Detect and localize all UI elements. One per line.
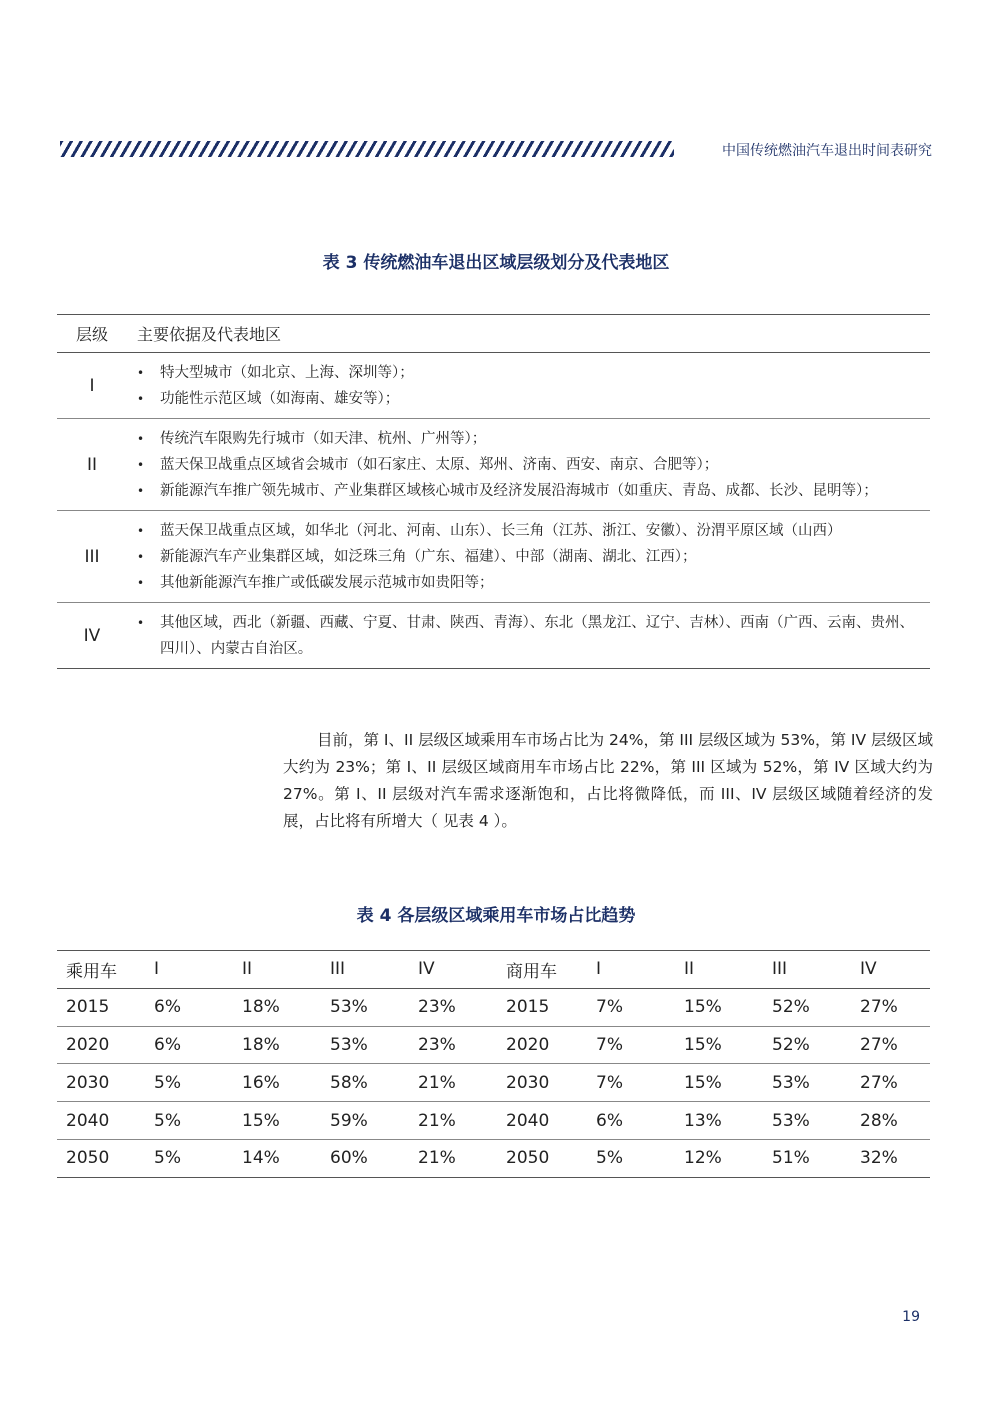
table4-cell: 2030 xyxy=(57,1064,145,1102)
table4-cell: 18% xyxy=(233,1026,321,1064)
tier-item xyxy=(135,478,922,504)
table4-cell: 2050 xyxy=(497,1139,587,1177)
bullet-icon: • xyxy=(137,484,145,498)
table3-caption: 表 3 传统燃油车退出区域层级划分及代表地区 xyxy=(322,253,670,273)
tier-item xyxy=(135,452,922,478)
table3-row xyxy=(57,603,930,668)
bullet-icon: • xyxy=(137,524,145,538)
table3-header-row xyxy=(57,315,930,353)
table4-cell: 16% xyxy=(233,1064,321,1102)
table4-cell: 15% xyxy=(675,1064,763,1102)
header-stripe-decoration xyxy=(60,141,674,157)
table4-cell: 5% xyxy=(145,1064,233,1102)
market-share-table xyxy=(57,950,930,1178)
table4-cell: 2015 xyxy=(497,988,587,1026)
table4-cell: 12% xyxy=(675,1139,763,1177)
table4-cell: 6% xyxy=(587,1102,675,1140)
table4-cell: 14% xyxy=(233,1139,321,1177)
table4-cell: 53% xyxy=(763,1064,851,1102)
table4-cell: 58% xyxy=(321,1064,409,1102)
table4-header-cell: I xyxy=(587,951,675,989)
table4-cell: 52% xyxy=(763,988,851,1026)
table4-body xyxy=(57,988,930,1177)
table4-cell: 53% xyxy=(321,988,409,1026)
bullet-icon: • xyxy=(137,550,145,564)
table4-cell: 7% xyxy=(587,1026,675,1064)
bullet-icon: • xyxy=(137,392,145,406)
tier-item-text: 功能性示范区域（如海南、雄安等）； xyxy=(160,391,400,407)
table4-header-cell: IV xyxy=(409,951,497,989)
tier-item xyxy=(135,518,922,544)
table4-header-cell: 乘用车 xyxy=(57,951,145,989)
tier-item xyxy=(135,570,922,596)
table4-cell: 53% xyxy=(763,1102,851,1140)
table4-cell: 6% xyxy=(145,988,233,1026)
table4-header-cell: II xyxy=(233,951,321,989)
table4-cell: 18% xyxy=(233,988,321,1026)
table4-cell: 28% xyxy=(851,1102,930,1140)
tier-items xyxy=(127,419,930,510)
tier-item-text: 其他区域，西北（新疆、西藏、宁夏、甘肃、陕西、青海）、东北（黑龙江、辽宁、吉林）、西南（广西、云南、贵州、四川）、内蒙古自治区。 xyxy=(160,615,914,657)
body-paragraph: 目前，第 I、II 层级区域乘用车市场占比为 24%，第 III 层级区域为 53%，第 IV 层级区域大约为 23%；第 I、II 层级区域商用车市场占比 22%，第 III 区域为 52%，第 IV 区域大约为 27%。第 I、II 层级对汽车需求逐渐饱和，占比将微降低，而 III、IV 层级区域随着经济的发展，占比将有所增大（ 见表 4 ）。 xyxy=(283,731,933,830)
table4-cell: 2030 xyxy=(497,1064,587,1102)
table4-cell: 5% xyxy=(145,1102,233,1140)
tier-items xyxy=(127,603,930,668)
tier-item xyxy=(135,610,922,662)
tier-item-text: 特大型城市（如北京、上海、深圳等）； xyxy=(160,365,414,381)
table4-cell: 5% xyxy=(145,1139,233,1177)
table4-header-cell: IV xyxy=(851,951,930,989)
table4-header-cell: III xyxy=(321,951,409,989)
region-tier-table xyxy=(57,314,930,669)
table4-cell: 15% xyxy=(233,1102,321,1140)
table4-header-cell: I xyxy=(145,951,233,989)
table4-caption: 表 4 各层级区域乘用车市场占比趋势 xyxy=(356,906,636,926)
tier-item xyxy=(135,544,922,570)
table4-cell: 5% xyxy=(587,1139,675,1177)
table4-cell: 21% xyxy=(409,1102,497,1140)
tier-item-text: 蓝天保卫战重点区域省会城市（如石家庄、太原、郑州、济南、西安、南京、合肥等）； xyxy=(160,457,719,473)
table4-row xyxy=(57,1026,930,1064)
tier-level: III xyxy=(84,546,100,567)
table3-row xyxy=(57,353,930,419)
table4-cell: 52% xyxy=(763,1026,851,1064)
page-number: 19 xyxy=(902,1309,920,1325)
table4-row xyxy=(57,1102,930,1140)
tier-item xyxy=(135,360,922,386)
table4-cell: 59% xyxy=(321,1102,409,1140)
tier-level: IV xyxy=(83,625,101,646)
running-header-title: 中国传统燃油汽车退出时间表研究 xyxy=(722,143,932,159)
tier-items xyxy=(127,353,930,418)
table4-cell: 53% xyxy=(321,1026,409,1064)
table4-cell: 21% xyxy=(409,1064,497,1102)
table3-header-basis: 主要依据及代表地区 xyxy=(137,325,282,344)
table3-header-level: 层级 xyxy=(75,325,108,344)
bullet-icon: • xyxy=(137,366,145,380)
table3-row xyxy=(57,419,930,511)
tier-item-text: 新能源汽车产业集群区域，如泛珠三角（广东、福建）、中部（湖南、湖北、江西）； xyxy=(160,549,697,565)
table4-cell: 23% xyxy=(409,1026,497,1064)
table4-cell: 15% xyxy=(675,988,763,1026)
table4-cell: 2050 xyxy=(57,1139,145,1177)
tier-item xyxy=(135,386,922,412)
table4-header-cell: III xyxy=(763,951,851,989)
table4-cell: 51% xyxy=(763,1139,851,1177)
table4-cell: 13% xyxy=(675,1102,763,1140)
bullet-icon: • xyxy=(137,432,145,446)
table4-header-row xyxy=(57,951,930,989)
table3-body xyxy=(57,353,930,668)
table4-cell: 27% xyxy=(851,1064,930,1102)
table4-cell: 27% xyxy=(851,1026,930,1064)
tier-item-text: 新能源汽车推广领先城市、产业集群区域核心城市及经济发展沿海城市（如重庆、青岛、成都、长沙、昆明等）； xyxy=(160,483,878,499)
table4-cell: 6% xyxy=(145,1026,233,1064)
bullet-icon: • xyxy=(137,616,145,630)
table4-cell: 2040 xyxy=(497,1102,587,1140)
tier-level: II xyxy=(86,454,98,475)
table4-row xyxy=(57,1064,930,1102)
table4-cell: 2020 xyxy=(57,1026,145,1064)
table4-cell: 27% xyxy=(851,988,930,1026)
tier-level: I xyxy=(89,375,95,396)
bullet-icon: • xyxy=(137,576,145,590)
table4-cell: 15% xyxy=(675,1026,763,1064)
table4-cell: 7% xyxy=(587,1064,675,1102)
table4-cell: 2040 xyxy=(57,1102,145,1140)
table4-cell: 21% xyxy=(409,1139,497,1177)
tier-item xyxy=(135,426,922,452)
tier-items xyxy=(127,511,930,602)
table4-cell: 32% xyxy=(851,1139,930,1177)
bullet-icon: • xyxy=(137,458,145,472)
table4-header-cell: II xyxy=(675,951,763,989)
table4-cell: 2020 xyxy=(497,1026,587,1064)
table4-row xyxy=(57,988,930,1026)
tier-item-text: 其他新能源汽车推广或低碳发展示范城市如贵阳等； xyxy=(160,575,494,591)
table4-row xyxy=(57,1139,930,1177)
table4-cell: 60% xyxy=(321,1139,409,1177)
table4-header-cell: 商用车 xyxy=(497,951,587,989)
tier-item-text: 蓝天保卫战重点区域，如华北（河北、河南、山东）、长三角（江苏、浙江、安徽）、汾渭平原区域（山西） xyxy=(160,523,842,539)
table4-cell: 7% xyxy=(587,988,675,1026)
table4-cell: 23% xyxy=(409,988,497,1026)
table4-cell: 2015 xyxy=(57,988,145,1026)
table3-row xyxy=(57,511,930,603)
tier-item-text: 传统汽车限购先行城市（如天津、杭州、广州等）； xyxy=(160,431,487,447)
